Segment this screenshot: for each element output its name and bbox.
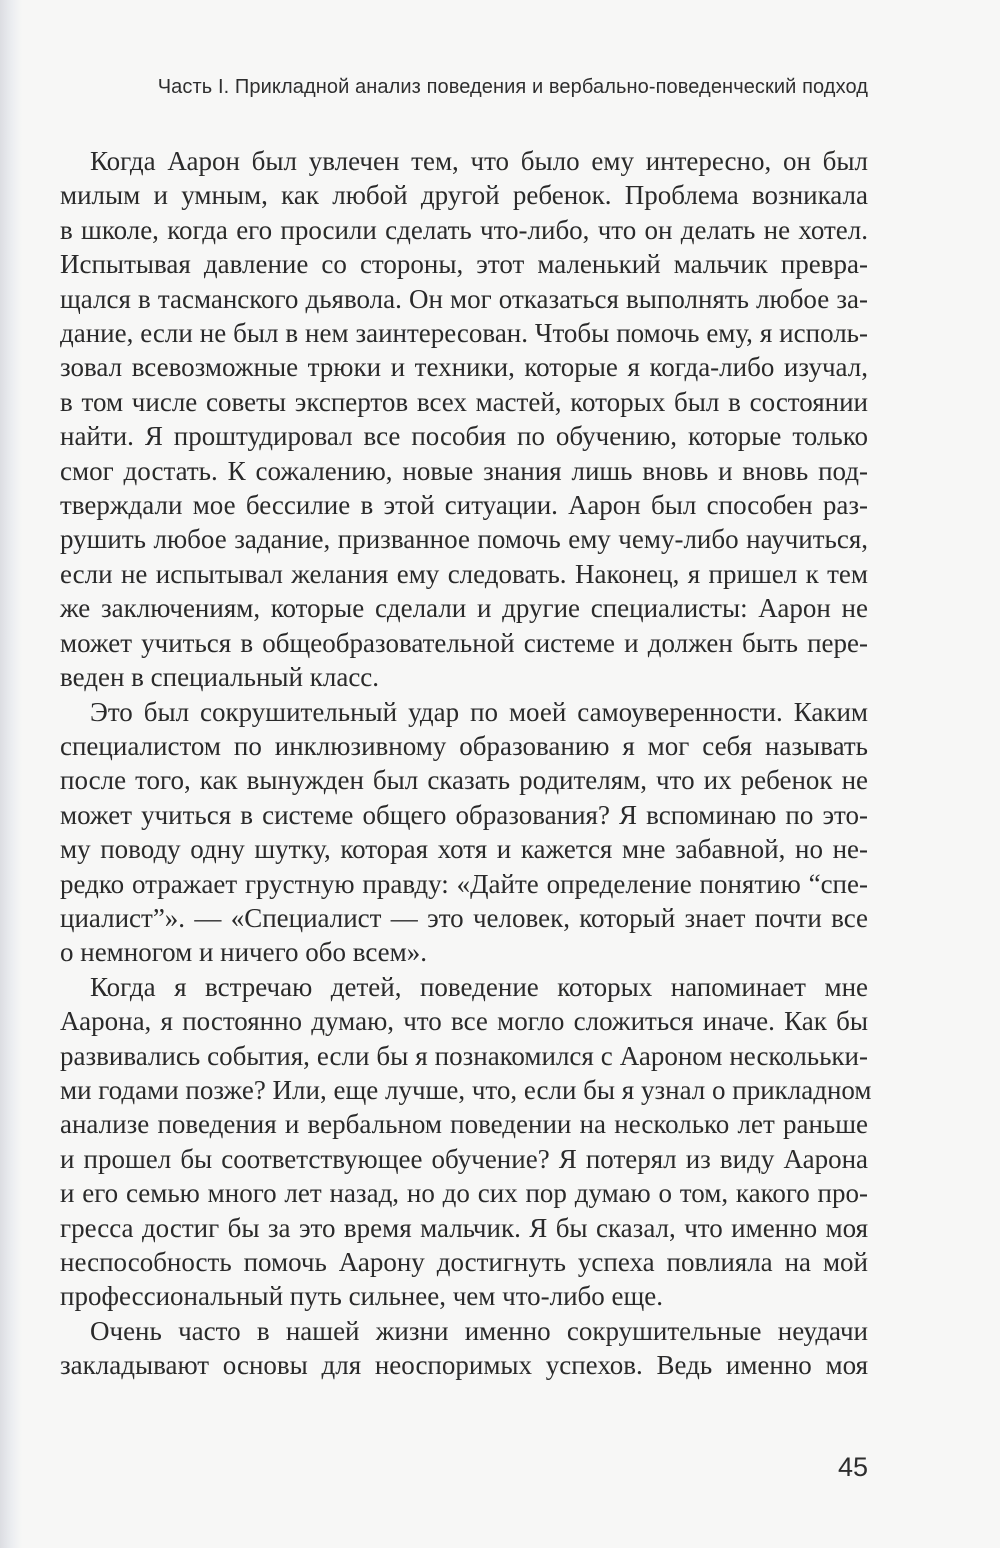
paragraph-1 [60, 144, 868, 695]
text-line: циалист”». — «Специалист — это человек, который знает почти все [60, 902, 868, 933]
text-line: профессиональный путь сильнее, чем что-либо еще. [60, 1281, 664, 1312]
text-line: в школе, когда его просили сделать что-либо, что он делать не хотел. [60, 214, 868, 245]
paragraph-3 [60, 970, 872, 1314]
text-line: Когда Аарон был увлечен тем, что было ему интересно, он был [90, 146, 868, 176]
text-line: смог достать. К сожалению, новые знания лишь вновь и вновь под- [60, 455, 868, 486]
text-line: найти. Я проштудировал все пособия по обучению, которые только [60, 421, 868, 452]
text-line: Испытывая давление со стороны, этот маленький мальчик превра- [60, 249, 868, 280]
text-line: в том числе советы экспертов всех мастей, которых был в состоянии [60, 386, 868, 417]
paragraph-4 [60, 1314, 868, 1383]
page-gutter-shadow [0, 0, 22, 1548]
text-line: Это был сокрушительный удар по моей самоуверенности. Каким [90, 696, 868, 727]
text-line: Аарона, я постоянно думаю, что все могло сложиться иначе. Как бы [60, 1006, 868, 1037]
text-line: Когда я встречаю детей, поведение которых напоминает мне [90, 971, 868, 1002]
text-line: ми годами позже? Или, еще лучше, что, если бы я узнал о прикладном [60, 1074, 872, 1105]
text-line: веден в специальный класс. [60, 662, 380, 693]
text-line: гресса достиг бы за это время мальчик. Я бы сказал, что именно моя [60, 1212, 868, 1243]
text-line: же заключениям, которые сделали и другие специалисты: Аарон не [60, 593, 868, 624]
text-line: если не испытывал желания ему следовать. Наконец, я пришел к тем [60, 558, 868, 589]
text-line: и прошел бы соответствующее обучение? Я потерял из виду Аарона [60, 1143, 868, 1174]
text-line: закладывают основы для неоспоримых успехов. Ведь именно моя [60, 1350, 868, 1381]
text-line: может учиться в общеобразовательной системе и должен быть пере- [60, 627, 868, 658]
text-line: развивались события, если бы я познакомился с Аароном несколььки- [60, 1040, 868, 1071]
text-line: неспособность помочь Аарону достигнуть успеха повлияла на мой [60, 1247, 868, 1277]
text-line: щался в тасманского дьявола. Он мог отказаться выполнять любое за- [60, 283, 868, 314]
paragraph-2 [60, 695, 868, 970]
text-line: милым и умным, как любой другой ребенок. Проблема возникала [60, 180, 868, 211]
page-number: 45 [837, 1452, 868, 1482]
text-line: может учиться в системе общего образования? Я вспоминаю по это- [60, 799, 868, 830]
text-line: специалистом по инклюзивному образованию я мог себя называть [60, 730, 868, 761]
running-head: Часть I. Прикладной анализ поведения и вербально-поведенческий подход [157, 76, 868, 98]
text-line: Очень часто в нашей жизни именно сокрушительные неудачи [90, 1315, 868, 1346]
text-line: анализе поведения и вербальном поведении на несколько лет раньше [60, 1109, 868, 1140]
text-line: и его семью много лет назад, но до сих пор думаю о том, какого про- [60, 1178, 868, 1209]
text-line: тверждали мое бессилие в этой ситуации. Аарон был способен раз- [60, 490, 868, 521]
text-line: редко отражает грустную правду: «Дайте определение понятию “спе- [60, 868, 868, 899]
text-line: зовал всевозможные трюки и техники, которые я когда-либо изучал, [60, 352, 868, 383]
body-text [60, 144, 872, 1383]
text-line: после того, как вынужден был сказать родителям, что их ребенок не [60, 765, 868, 796]
text-line: му поводу одну шутку, которая хотя и кажется мне забавной, но не- [60, 834, 868, 865]
text-line: о немногом и ничего обо всем». [60, 937, 427, 968]
text-line: рушить любое задание, призванное помочь ему чему-либо научиться, [60, 524, 868, 555]
text-line: дание, если не был в нем заинтересован. Чтобы помочь ему, я исполь- [60, 318, 868, 349]
